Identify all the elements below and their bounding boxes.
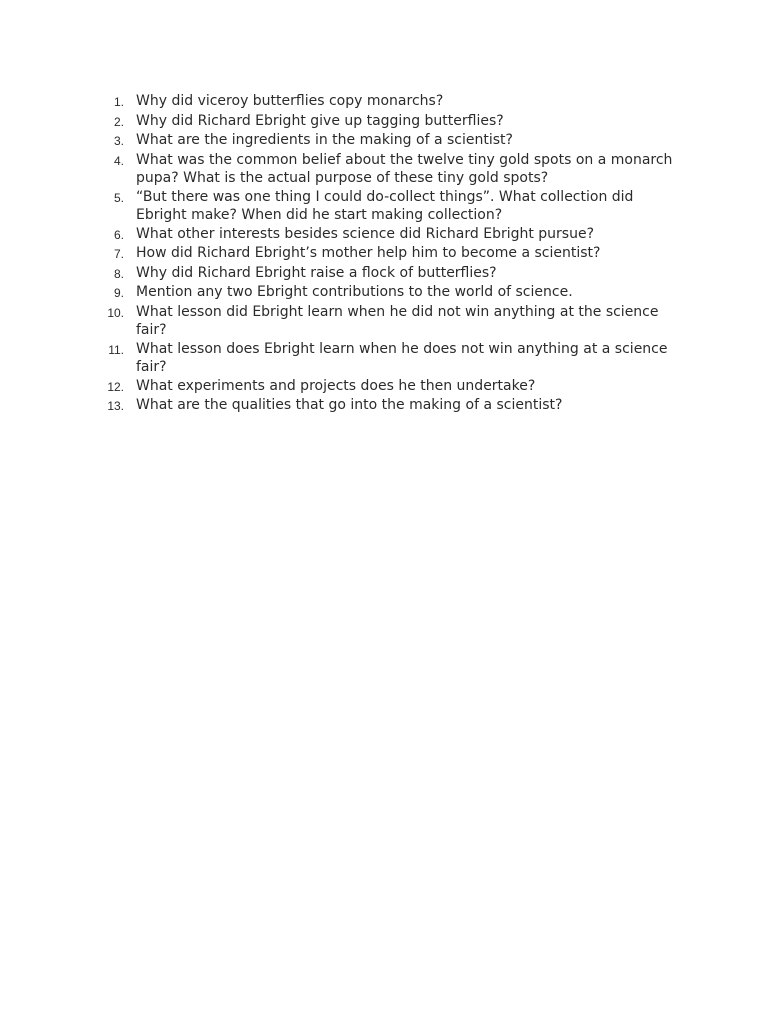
list-item bbox=[96, 283, 676, 303]
question-number: 2. bbox=[113, 114, 124, 129]
list-item bbox=[96, 264, 676, 284]
question-number: 3. bbox=[113, 134, 124, 148]
question-text: What are the ingredients in the making of a scientist? bbox=[136, 132, 513, 148]
question-number: 8. bbox=[113, 266, 124, 281]
question-text: Mention any two Ebright contributions to the world of science. bbox=[136, 284, 573, 300]
list-item bbox=[96, 188, 676, 225]
question-text: What are the qualities that go into the making of a scientist? bbox=[136, 397, 563, 413]
question-number: 6. bbox=[113, 227, 124, 242]
question-number: 12. bbox=[107, 379, 124, 394]
question-number: 7. bbox=[113, 247, 124, 261]
question-text: “But there was one thing I could do-collect things”. What collection did Ebright make? When did he start making collection? bbox=[136, 188, 634, 223]
question-text: What other interests besides science did Richard Ebright pursue? bbox=[136, 225, 595, 242]
list-item bbox=[96, 131, 676, 151]
question-text: What lesson did Ebright learn when he did not win anything at the science fair? bbox=[136, 303, 659, 338]
question-number: 4. bbox=[113, 153, 124, 168]
question-list bbox=[96, 92, 676, 416]
list-item bbox=[96, 151, 676, 188]
list-item bbox=[96, 396, 676, 416]
list-item bbox=[96, 340, 676, 377]
list-item bbox=[96, 377, 676, 397]
question-text: What experiments and projects does he then undertake? bbox=[136, 377, 536, 394]
question-text: Why did Richard Ebright raise a flock of butterflies? bbox=[136, 264, 497, 281]
question-text: Why did Richard Ebright give up tagging butterflies? bbox=[136, 112, 504, 129]
question-number: 5. bbox=[113, 190, 124, 205]
question-number: 1. bbox=[113, 95, 124, 109]
question-text: Why did viceroy butterflies copy monarchs? bbox=[136, 93, 444, 109]
list-item bbox=[96, 92, 676, 112]
list-item bbox=[96, 244, 676, 264]
list-item bbox=[96, 225, 676, 245]
question-number: 10. bbox=[107, 305, 124, 320]
question-text: What lesson does Ebright learn when he does not win anything at a science fair? bbox=[136, 340, 668, 375]
question-text: What was the common belief about the twelve tiny gold spots on a monarch pupa? What is the actual purpose of these tiny gold spots? bbox=[136, 151, 673, 186]
list-item bbox=[96, 112, 676, 132]
question-text: How did Richard Ebright’s mother help him to become a scientist? bbox=[136, 245, 601, 261]
question-number: 13. bbox=[107, 399, 124, 413]
question-number: 11. bbox=[108, 342, 124, 357]
list-item bbox=[96, 303, 676, 340]
question-number: 9. bbox=[113, 286, 124, 300]
